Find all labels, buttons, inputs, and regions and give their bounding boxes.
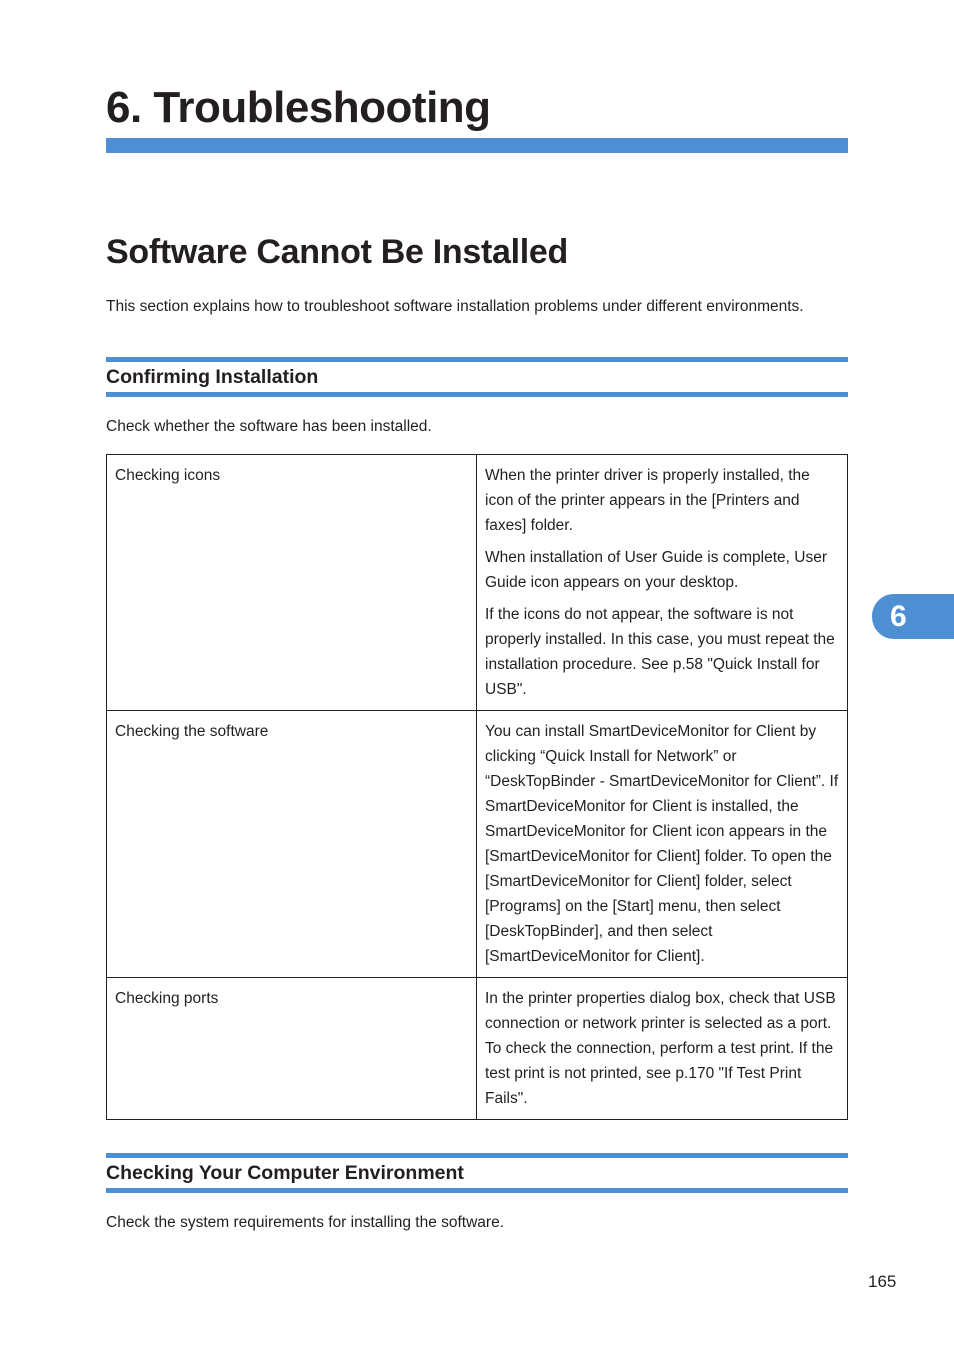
description-paragraph: When installation of User Guide is complete, User Guide icon appears on your desktop.	[485, 549, 828, 591]
description-paragraph: When the printer driver is properly installed, the icon of the printer appears in the [Printers and faxes] folder.	[485, 467, 810, 534]
table-row	[107, 978, 848, 1120]
chapter-tab-number: 6	[890, 600, 907, 633]
description-paragraph: You can install SmartDeviceMonitor for Client by clicking “Quick Install for Network” or “DeskTopBinder - SmartDeviceMonitor for Client”. If SmartDeviceMonitor for Client is installed, the SmartDeviceMonitor for Client icon appears in the [SmartDeviceMonitor for Client] folder. To open the [SmartDeviceMonitor for Client] folder, select [Programs] on the [Start] menu, then select [DeskTopBinder], and then select [SmartDeviceMonitor for Client].	[485, 723, 839, 965]
computer-environment-title: Checking Your Computer Environment	[106, 1162, 464, 1184]
confirming-installation-title: Confirming Installation	[106, 366, 319, 388]
description-paragraph: In the printer properties dialog box, check that USB connection or network printer is selected as a port. To check the connection, perform a test print. If the test print is not printed, see p.170 "If Test Print Fails".	[485, 990, 836, 1107]
section-intro: This section explains how to troubleshoot software installation problems under different environments.	[106, 298, 804, 315]
installation-check-table	[106, 454, 848, 1120]
row-label: Checking the software	[107, 711, 477, 978]
chapter-tab	[872, 594, 954, 639]
section-title: Software Cannot Be Installed	[106, 233, 569, 271]
description-paragraph: If the icons do not appear, the software is not properly installed. In this case, you must repeat the installation procedure. See p.58 "Quick Install for USB".	[485, 606, 835, 698]
environment-intro: Check the system requirements for installing the software.	[106, 1214, 505, 1231]
row-description	[477, 455, 848, 711]
computer-environment-heading	[106, 1153, 848, 1193]
chapter-title: 6. Troubleshooting	[106, 83, 491, 132]
confirming-intro: Check whether the software has been installed.	[106, 418, 432, 435]
row-label: Checking icons	[107, 455, 477, 711]
row-label: Checking ports	[107, 978, 477, 1120]
table-row	[107, 711, 848, 978]
page-number: 165	[868, 1272, 897, 1291]
row-description	[477, 711, 848, 978]
chapter-title-bar	[106, 138, 848, 153]
row-description	[477, 978, 848, 1120]
table-row	[107, 455, 848, 711]
confirming-installation-heading	[106, 357, 848, 397]
